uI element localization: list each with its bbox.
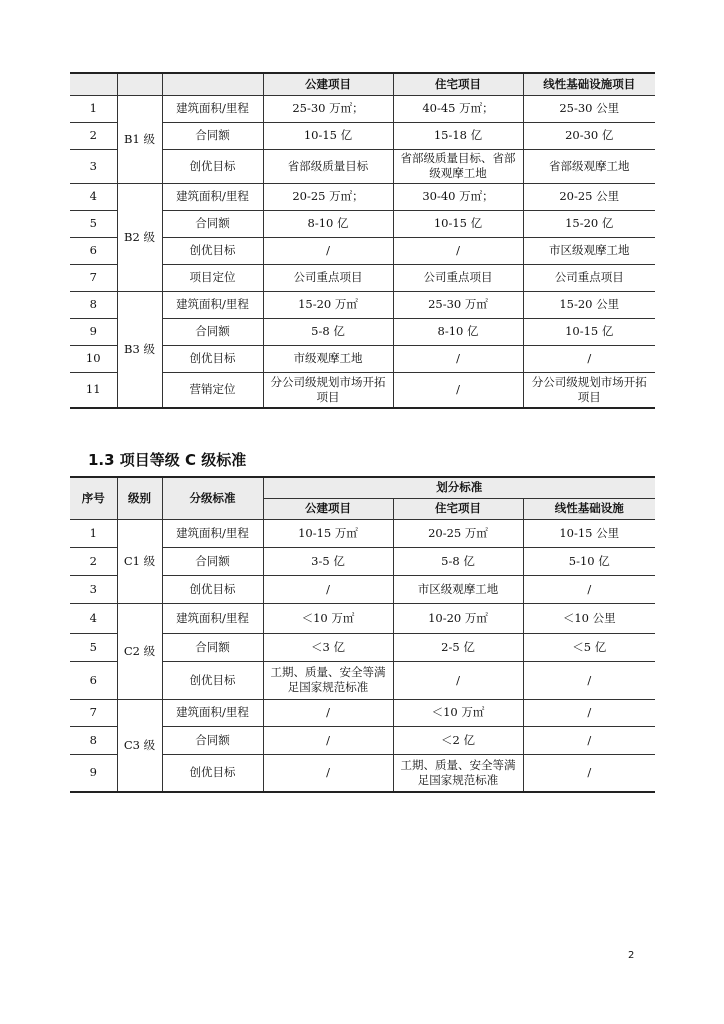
row-number-cell: 2 bbox=[70, 547, 117, 575]
linear-value-cell: 10-15 公里 bbox=[523, 519, 655, 547]
page-number: 2 bbox=[628, 950, 635, 961]
row-number-cell: 6 bbox=[70, 661, 117, 699]
criteria-cell: 项目定位 bbox=[162, 264, 263, 291]
level-cell: B2 级 bbox=[117, 183, 162, 291]
level-cell: C2 级 bbox=[117, 603, 162, 699]
criteria-cell: 创优目标 bbox=[162, 754, 263, 792]
residential-value-cell: ＜2 亿 bbox=[393, 726, 523, 754]
residential-value-cell: / bbox=[393, 661, 523, 699]
row-number-cell: 5 bbox=[70, 210, 117, 237]
table-row bbox=[70, 291, 655, 318]
level-cell: C3 级 bbox=[117, 699, 162, 792]
header-cell: 线性基础设施项目 bbox=[523, 73, 655, 95]
linear-value-cell: 市区级观摩工地 bbox=[523, 237, 655, 264]
header-residential: 住宅项目 bbox=[393, 498, 523, 519]
linear-value-cell: 20-25 公里 bbox=[523, 183, 655, 210]
header-cell bbox=[162, 73, 263, 95]
public-value-cell: / bbox=[263, 699, 393, 726]
linear-value-cell: 15-20 公里 bbox=[523, 291, 655, 318]
header-public: 公建项目 bbox=[263, 498, 393, 519]
row-number-cell: 7 bbox=[70, 699, 117, 726]
residential-value-cell: / bbox=[393, 372, 523, 408]
row-number-cell: 9 bbox=[70, 754, 117, 792]
table-c-grade bbox=[70, 476, 655, 793]
linear-value-cell: / bbox=[523, 661, 655, 699]
linear-value-cell: 10-15 亿 bbox=[523, 318, 655, 345]
level-cell: B3 级 bbox=[117, 291, 162, 408]
criteria-cell: 合同额 bbox=[162, 122, 263, 149]
public-value-cell: / bbox=[263, 237, 393, 264]
header-linear: 线性基础设施 bbox=[523, 498, 655, 519]
linear-value-cell: 分公司级规划市场开拓项目 bbox=[523, 372, 655, 408]
public-value-cell: 3-5 亿 bbox=[263, 547, 393, 575]
criteria-cell: 创优目标 bbox=[162, 345, 263, 372]
residential-value-cell: 20-25 万㎡ bbox=[393, 519, 523, 547]
header-level: 级别 bbox=[117, 477, 162, 519]
criteria-cell: 合同额 bbox=[162, 726, 263, 754]
criteria-cell: 合同额 bbox=[162, 318, 263, 345]
residential-value-cell: 2-5 亿 bbox=[393, 633, 523, 661]
row-number-cell: 8 bbox=[70, 726, 117, 754]
residential-value-cell: / bbox=[393, 237, 523, 264]
table-row bbox=[70, 603, 655, 633]
row-number-cell: 5 bbox=[70, 633, 117, 661]
public-value-cell: / bbox=[263, 575, 393, 603]
residential-value-cell: / bbox=[393, 345, 523, 372]
row-number-cell: 3 bbox=[70, 149, 117, 183]
row-number-cell: 3 bbox=[70, 575, 117, 603]
public-value-cell: 20-25 万㎡； bbox=[263, 183, 393, 210]
table-header-row bbox=[70, 477, 655, 498]
criteria-cell: 合同额 bbox=[162, 210, 263, 237]
row-number-cell: 8 bbox=[70, 291, 117, 318]
public-value-cell: 10-15 亿 bbox=[263, 122, 393, 149]
residential-value-cell: 30-40 万㎡； bbox=[393, 183, 523, 210]
section-title: 1.3 项目等级 C 级标准 bbox=[88, 451, 247, 469]
criteria-cell: 建筑面积/里程 bbox=[162, 183, 263, 210]
header-division: 划分标准 bbox=[263, 477, 655, 498]
public-value-cell: 工期、质量、安全等满足国家规范标准 bbox=[263, 661, 393, 699]
public-value-cell: ＜3 亿 bbox=[263, 633, 393, 661]
criteria-cell: 创优目标 bbox=[162, 149, 263, 183]
residential-value-cell: 8-10 亿 bbox=[393, 318, 523, 345]
residential-value-cell: ＜10 万㎡ bbox=[393, 699, 523, 726]
linear-value-cell: 省部级观摩工地 bbox=[523, 149, 655, 183]
row-number-cell: 2 bbox=[70, 122, 117, 149]
public-value-cell: 省部级质量目标 bbox=[263, 149, 393, 183]
residential-value-cell: 10-15 亿 bbox=[393, 210, 523, 237]
criteria-cell: 建筑面积/里程 bbox=[162, 699, 263, 726]
public-value-cell: 市级观摩工地 bbox=[263, 345, 393, 372]
public-value-cell: / bbox=[263, 726, 393, 754]
residential-value-cell: 15-18 亿 bbox=[393, 122, 523, 149]
residential-value-cell: 10-20 万㎡ bbox=[393, 603, 523, 633]
public-value-cell: 公司重点项目 bbox=[263, 264, 393, 291]
criteria-cell: 创优目标 bbox=[162, 661, 263, 699]
residential-value-cell: 省部级质量目标、省部级观摩工地 bbox=[393, 149, 523, 183]
linear-value-cell: 5-10 亿 bbox=[523, 547, 655, 575]
row-number-cell: 10 bbox=[70, 345, 117, 372]
table-b-grade bbox=[70, 72, 655, 409]
header-cell bbox=[70, 73, 117, 95]
table-row bbox=[70, 183, 655, 210]
public-value-cell: 15-20 万㎡ bbox=[263, 291, 393, 318]
table-row bbox=[70, 519, 655, 547]
linear-value-cell: / bbox=[523, 754, 655, 792]
level-cell: B1 级 bbox=[117, 95, 162, 183]
residential-value-cell: 40-45 万㎡； bbox=[393, 95, 523, 122]
public-value-cell: 25-30 万㎡； bbox=[263, 95, 393, 122]
linear-value-cell: 公司重点项目 bbox=[523, 264, 655, 291]
criteria-cell: 合同额 bbox=[162, 633, 263, 661]
linear-value-cell: ＜10 公里 bbox=[523, 603, 655, 633]
public-value-cell: / bbox=[263, 754, 393, 792]
criteria-cell: 建筑面积/里程 bbox=[162, 291, 263, 318]
criteria-cell: 营销定位 bbox=[162, 372, 263, 408]
header-cell: 住宅项目 bbox=[393, 73, 523, 95]
linear-value-cell: / bbox=[523, 699, 655, 726]
header-cell bbox=[117, 73, 162, 95]
public-value-cell: 5-8 亿 bbox=[263, 318, 393, 345]
public-value-cell: ＜10 万㎡ bbox=[263, 603, 393, 633]
linear-value-cell: / bbox=[523, 575, 655, 603]
criteria-cell: 合同额 bbox=[162, 547, 263, 575]
residential-value-cell: 5-8 亿 bbox=[393, 547, 523, 575]
criteria-cell: 创优目标 bbox=[162, 575, 263, 603]
linear-value-cell: ＜5 亿 bbox=[523, 633, 655, 661]
row-number-cell: 7 bbox=[70, 264, 117, 291]
row-number-cell: 11 bbox=[70, 372, 117, 408]
linear-value-cell: 15-20 亿 bbox=[523, 210, 655, 237]
linear-value-cell: / bbox=[523, 345, 655, 372]
table-header-row bbox=[70, 73, 655, 95]
residential-value-cell: 25-30 万㎡ bbox=[393, 291, 523, 318]
row-number-cell: 4 bbox=[70, 183, 117, 210]
linear-value-cell: 20-30 亿 bbox=[523, 122, 655, 149]
table-row bbox=[70, 95, 655, 122]
row-number-cell: 4 bbox=[70, 603, 117, 633]
public-value-cell: 10-15 万㎡ bbox=[263, 519, 393, 547]
public-value-cell: 8-10 亿 bbox=[263, 210, 393, 237]
criteria-cell: 建筑面积/里程 bbox=[162, 603, 263, 633]
criteria-cell: 创优目标 bbox=[162, 237, 263, 264]
row-number-cell: 1 bbox=[70, 519, 117, 547]
header-cell: 公建项目 bbox=[263, 73, 393, 95]
linear-value-cell: / bbox=[523, 726, 655, 754]
row-number-cell: 1 bbox=[70, 95, 117, 122]
criteria-cell: 建筑面积/里程 bbox=[162, 95, 263, 122]
row-number-cell: 6 bbox=[70, 237, 117, 264]
table-row bbox=[70, 699, 655, 726]
criteria-cell: 建筑面积/里程 bbox=[162, 519, 263, 547]
row-number-cell: 9 bbox=[70, 318, 117, 345]
header-criteria: 分级标准 bbox=[162, 477, 263, 519]
header-seq: 序号 bbox=[70, 477, 117, 519]
residential-value-cell: 工期、质量、安全等满足国家规范标准 bbox=[393, 754, 523, 792]
public-value-cell: 分公司级规划市场开拓项目 bbox=[263, 372, 393, 408]
residential-value-cell: 市区级观摩工地 bbox=[393, 575, 523, 603]
linear-value-cell: 25-30 公里 bbox=[523, 95, 655, 122]
level-cell: C1 级 bbox=[117, 519, 162, 603]
residential-value-cell: 公司重点项目 bbox=[393, 264, 523, 291]
